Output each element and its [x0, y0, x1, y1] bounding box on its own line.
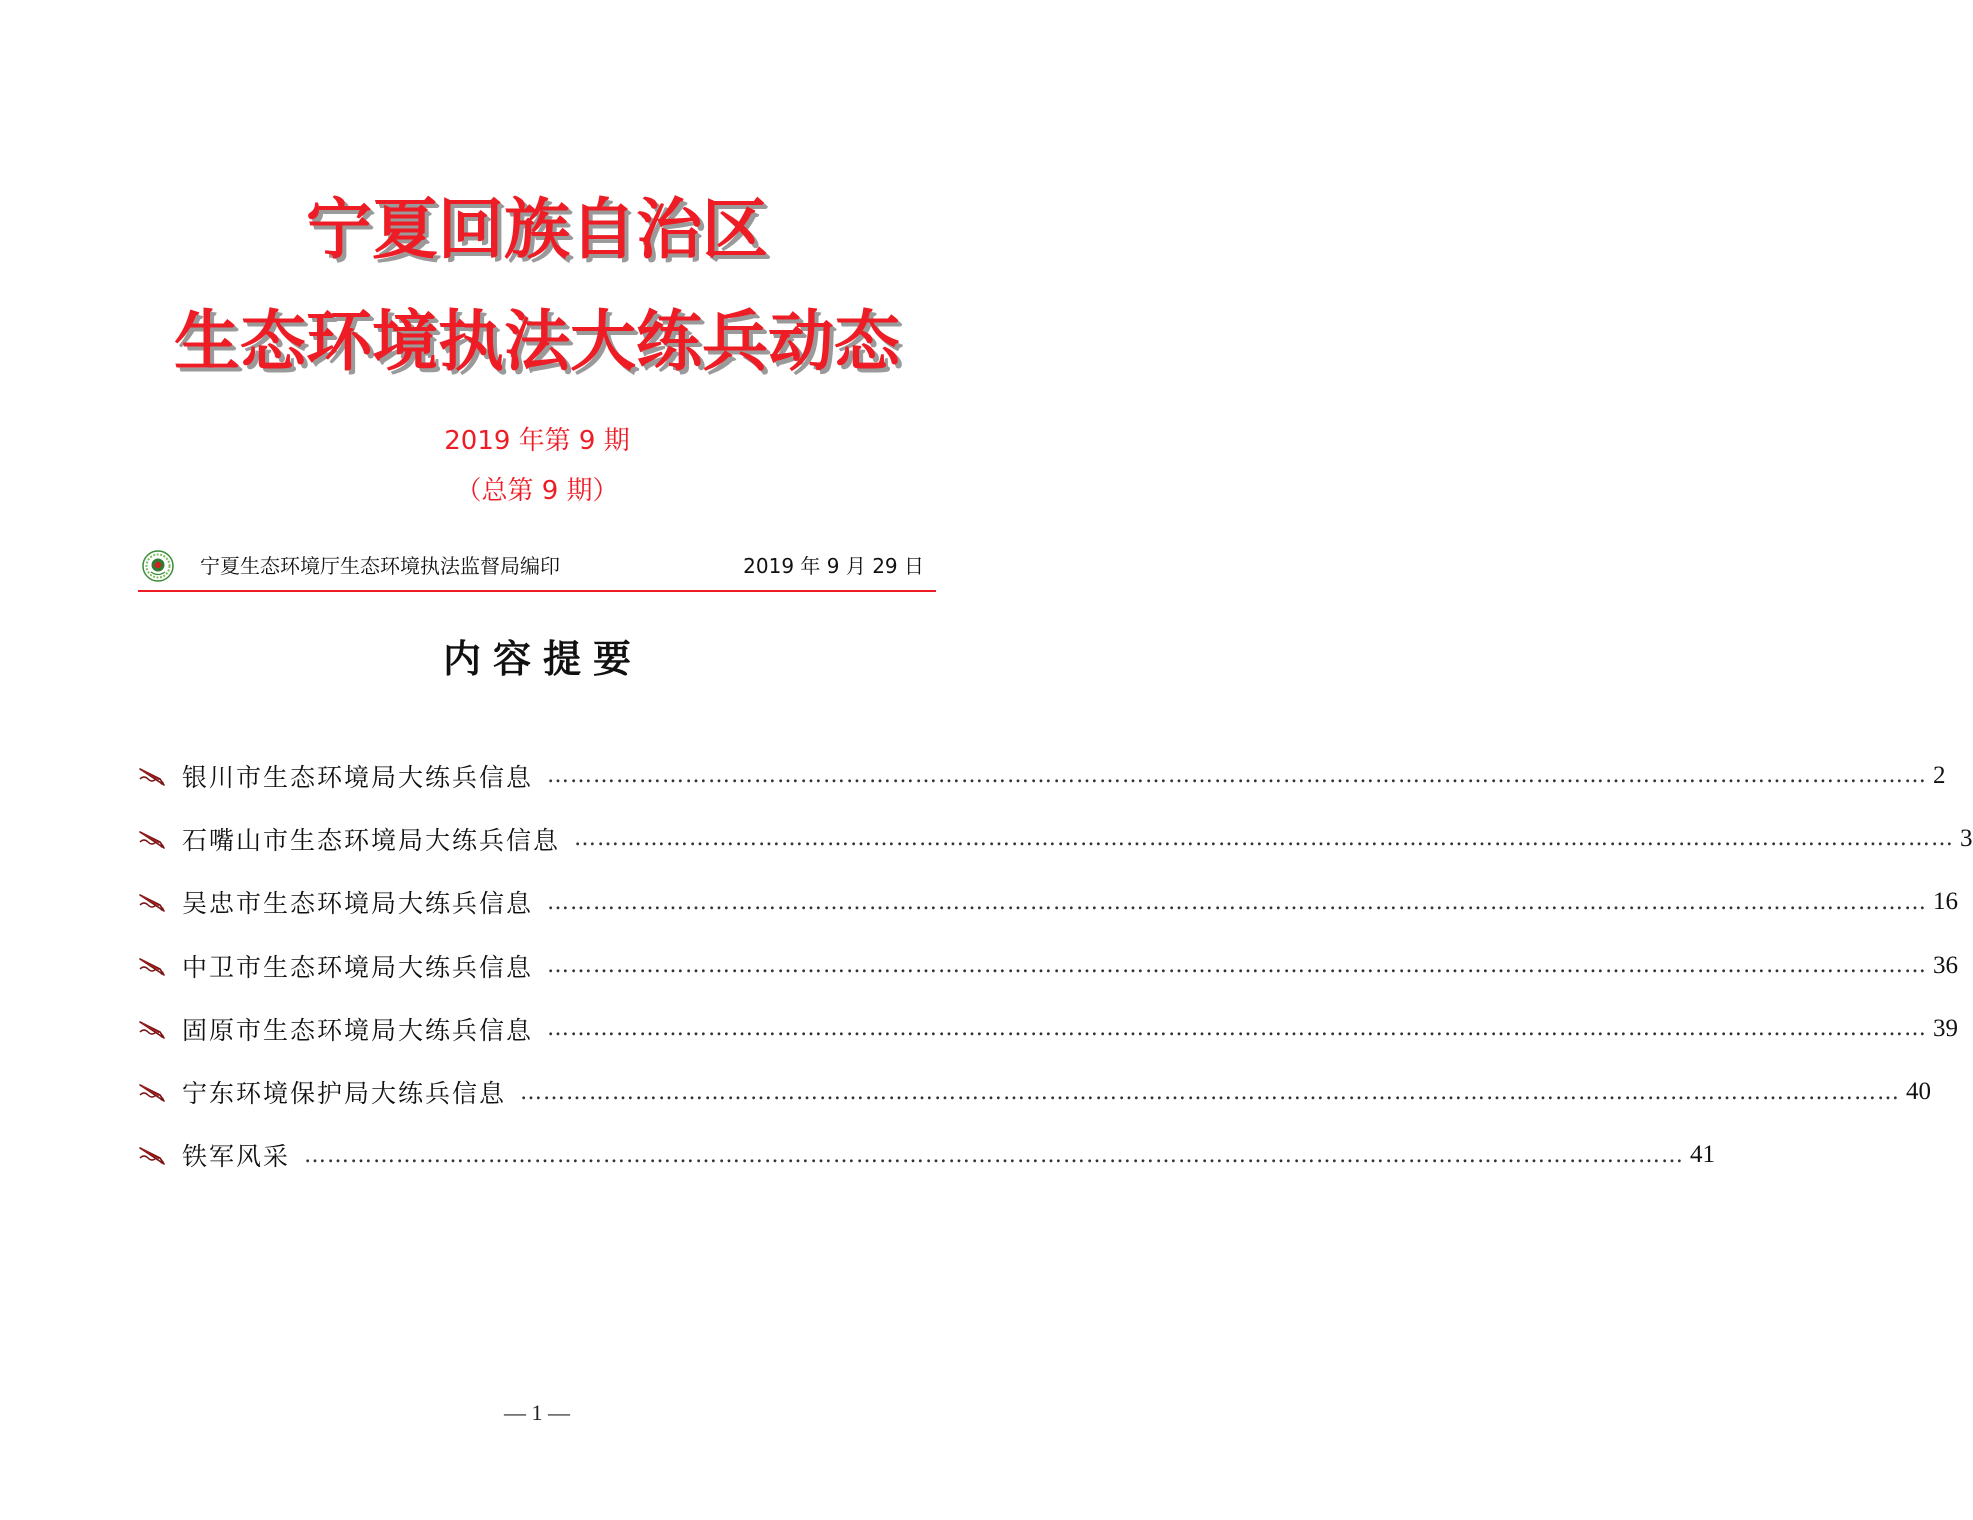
toc-item-page: 3: [1960, 824, 1973, 852]
toc-item-page: 39: [1933, 1014, 1959, 1042]
pen-bullet-icon: [138, 955, 168, 977]
publisher-row: [138, 547, 936, 585]
toc-item-label: 铁军风采: [182, 1142, 291, 1172]
toc-item-page: 41: [1690, 1141, 1716, 1169]
toc-item[interactable]: [138, 807, 1973, 870]
toc-dot-leader: ………………………………………………………………………………………………………………………………………………………………: [547, 889, 1928, 915]
pen-bullet-icon: [138, 891, 168, 913]
table-of-contents: [138, 744, 1973, 1187]
document-title-line-1: 宁夏回族自治区: [306, 191, 768, 268]
toc-item-page: 40: [1906, 1078, 1932, 1106]
pen-bullet-icon: [138, 1144, 168, 1166]
toc-item[interactable]: [138, 1124, 1716, 1187]
publisher-name: 宁夏生态环境厅生态环境执法监督局编印: [200, 554, 560, 578]
pen-bullet-icon: [138, 765, 168, 787]
toc-item[interactable]: [138, 744, 1946, 807]
toc-item[interactable]: [138, 997, 1959, 1060]
toc-item[interactable]: [138, 1060, 1932, 1123]
cumulative-issue-number: （总第 9 期）: [455, 476, 619, 506]
toc-item-label: 银川市生态环境局大练兵信息: [182, 762, 534, 792]
toc-item-page: 36: [1933, 951, 1959, 979]
issue-number: 2019 年第 9 期: [444, 426, 630, 456]
toc-dot-leader: ………………………………………………………………………………………………………………………………………………………………: [574, 826, 1955, 852]
pen-bullet-icon: [138, 1018, 168, 1040]
document-title-line-2: 生态环境执法大练兵动态: [174, 303, 900, 380]
toc-item-page: 2: [1933, 761, 1946, 789]
toc-item-label: 中卫市生态环境局大练兵信息: [182, 952, 534, 982]
toc-dot-leader: ………………………………………………………………………………………………………………………………………………………………: [547, 953, 1928, 979]
toc-item[interactable]: [138, 934, 1959, 997]
toc-item-page: 16: [1933, 888, 1959, 916]
pen-bullet-icon: [138, 828, 168, 850]
pen-bullet-icon: [138, 1081, 168, 1103]
toc-item-label: 固原市生态环境局大练兵信息: [182, 1015, 534, 1045]
page-number: — 1 —: [504, 1400, 570, 1425]
header-divider: [138, 590, 936, 592]
toc-dot-leader: ………………………………………………………………………………………………………………………………………………………………: [547, 763, 1928, 789]
toc-dot-leader: ………………………………………………………………………………………………………………………………………………………………: [520, 1079, 1901, 1105]
toc-item-label: 石嘴山市生态环境局大练兵信息: [182, 825, 561, 855]
publish-date: 2019 年 9 月 29 日: [743, 554, 924, 578]
toc-item-label: 宁东环境保护局大练兵信息: [182, 1079, 507, 1109]
toc-dot-leader: ………………………………………………………………………………………………………………………………………………………………: [547, 1016, 1928, 1042]
toc-heading: 内容提要: [442, 637, 643, 681]
toc-item[interactable]: [138, 871, 1959, 934]
ningxia-environment-emblem-icon: [142, 550, 174, 582]
toc-item-label: 吴忠市生态环境局大练兵信息: [182, 889, 534, 919]
toc-dot-leader: ………………………………………………………………………………………………………………………………………………………………: [304, 1142, 1685, 1168]
